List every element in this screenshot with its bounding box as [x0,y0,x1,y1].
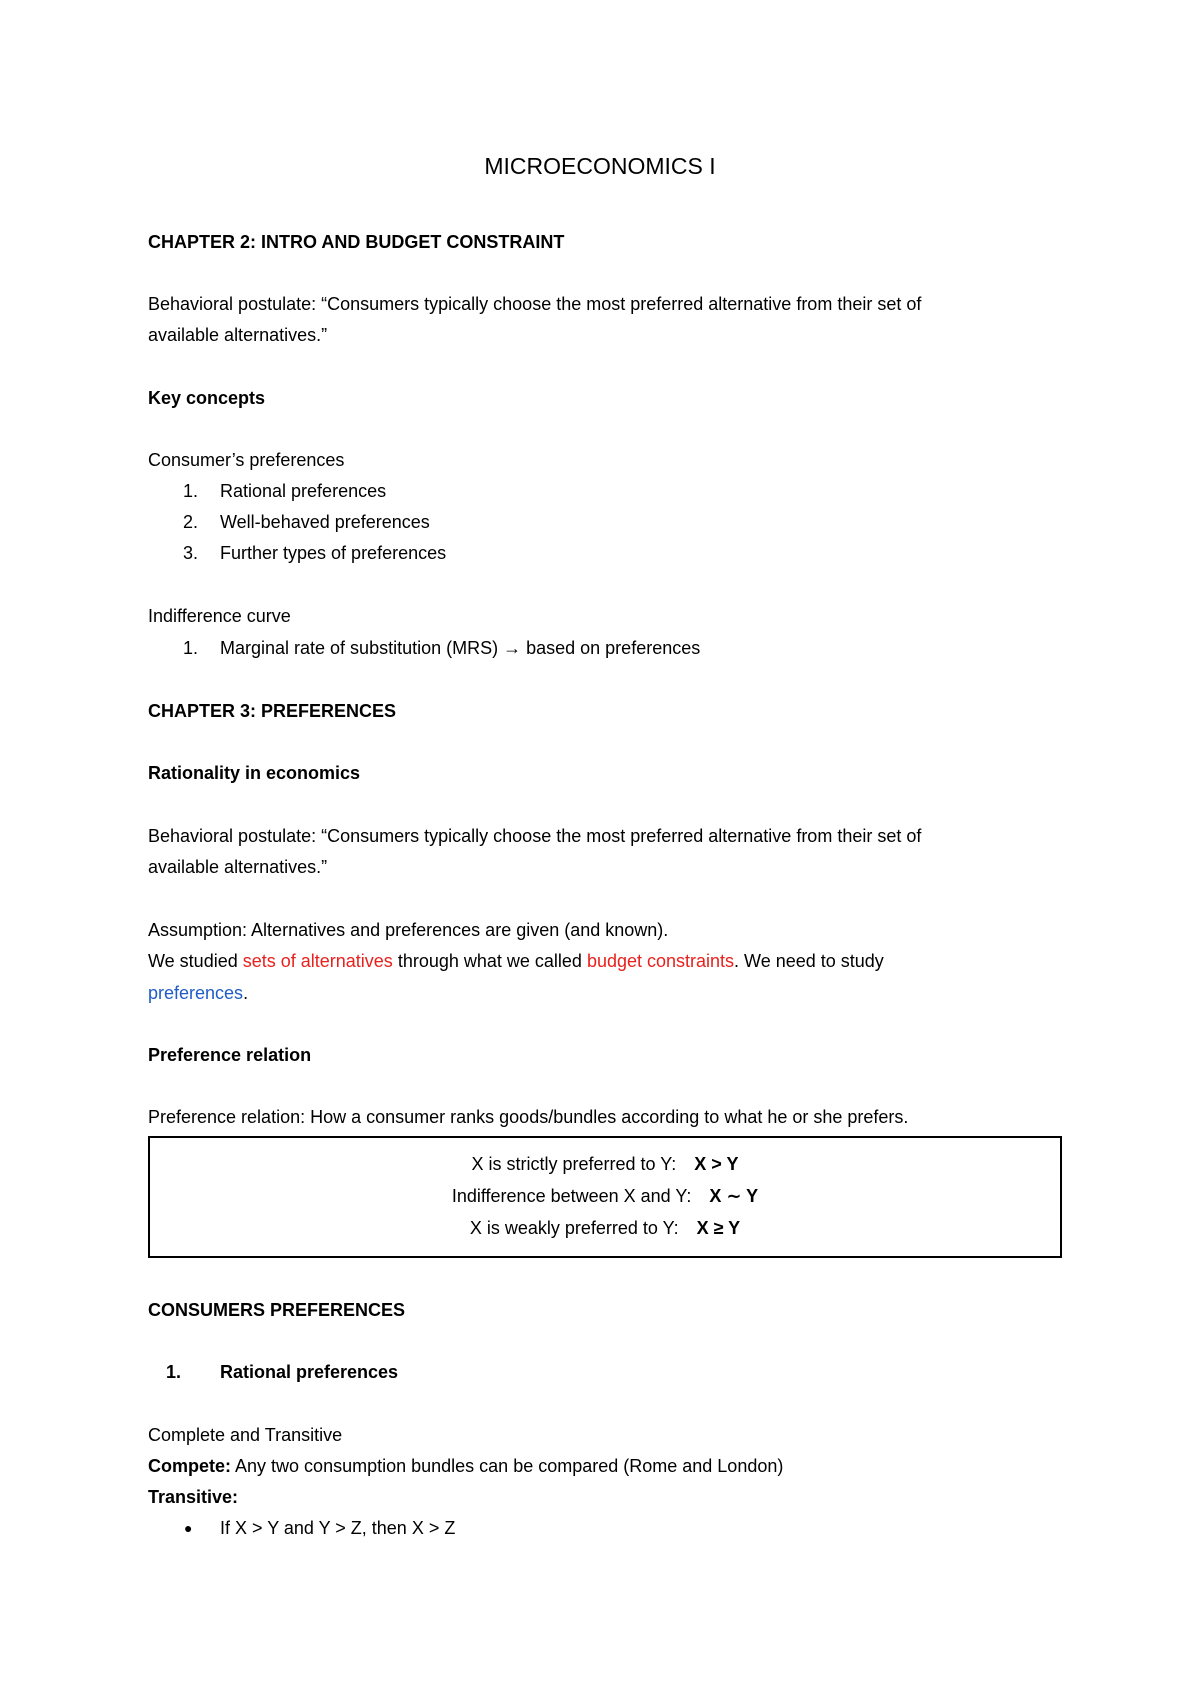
rationality-heading: Rationality in economics [148,763,361,783]
chapter2-postulate-line1: Behavioral postulate: “Consumers typically choose the most preferred alternative from their set of [148,294,922,314]
document-title: MICROECONOMICS I [484,153,716,179]
studied-line [148,949,884,973]
compete-label: Compete: [148,1456,232,1476]
key-concepts-heading: Key concepts [148,388,266,408]
ic-list-item-1: Marginal rate of substitution (MRS) → based on preferences [220,638,701,658]
complete-transitive-line: Complete and Transitive [148,1425,343,1445]
studied-line-2 [148,981,248,1005]
preference-relation-heading: Preference relation [148,1045,312,1065]
rational-item-num: 1. [166,1362,182,1382]
studied-text-3: through what we called [392,951,587,971]
studied-text-5: . We need to study [734,951,884,971]
transitive-bullet-text: If X > Y and Y > Z, then X > Z [220,1518,456,1538]
box-indifference-symbol: X ∼ Y [709,1186,759,1206]
assumption-line: Assumption: Alternatives and preferences are given (and known). [148,920,669,940]
pref-list-item-1: Rational preferences [220,481,387,501]
pref-list-num-3: 3. [183,543,199,563]
indifference-curve-label: Indifference curve [148,606,291,626]
box-indifference-text: Indifference between X and Y: [451,1186,692,1206]
bullet-dot: ● [184,1520,193,1536]
transitive-label: Transitive: [148,1487,239,1507]
box-strict-text: X is strictly preferred to Y: [471,1154,677,1174]
sets-of-alternatives-highlight: sets of alternatives [242,951,393,971]
compete-text: Any two consumption bundles can be compared (Rome and London) [231,1456,784,1476]
box-line-strict [150,1152,1060,1176]
box-strict-symbol: X > Y [694,1154,739,1174]
chapter2-heading: CHAPTER 2: INTRO AND BUDGET CONSTRAINT [148,232,565,252]
chapter2-postulate-line2: available alternatives.” [148,325,328,345]
studied-text-7: . [243,983,249,1003]
compete-line [148,1454,783,1478]
preferences-highlight: preferences [148,983,244,1003]
consumers-preferences-heading: CONSUMERS PREFERENCES [148,1300,406,1320]
box-line-weak [150,1216,1060,1240]
studied-text-1: We studied [148,951,243,971]
pref-list-item-3: Further types of preferences [220,543,447,563]
preference-relation-definition: Preference relation: How a consumer ranks goods/bundles according to what he or she prefers. [148,1107,909,1127]
consumers-preferences-label: Consumer’s preferences [148,450,345,470]
chapter3-postulate-line1: Behavioral postulate: “Consumers typically choose the most preferred alternative from their set of [148,826,922,846]
box-weak-text: X is weakly preferred to Y: [469,1218,679,1238]
rational-item-text: Rational preferences [220,1362,399,1382]
chapter3-postulate-line2: available alternatives.” [148,857,328,877]
ic-list-num-1: 1. [183,638,199,658]
pref-list-item-2: Well-behaved preferences [220,512,430,532]
box-line-indifference [150,1184,1060,1208]
box-weak-symbol: X ≥ Y [696,1218,741,1238]
pref-list-num-1: 1. [183,481,199,501]
pref-list-num-2: 2. [183,512,199,532]
preference-relation-box [148,1136,1062,1258]
budget-constraints-highlight: budget constraints [586,951,735,971]
chapter3-heading: CHAPTER 3: PREFERENCES [148,701,397,721]
